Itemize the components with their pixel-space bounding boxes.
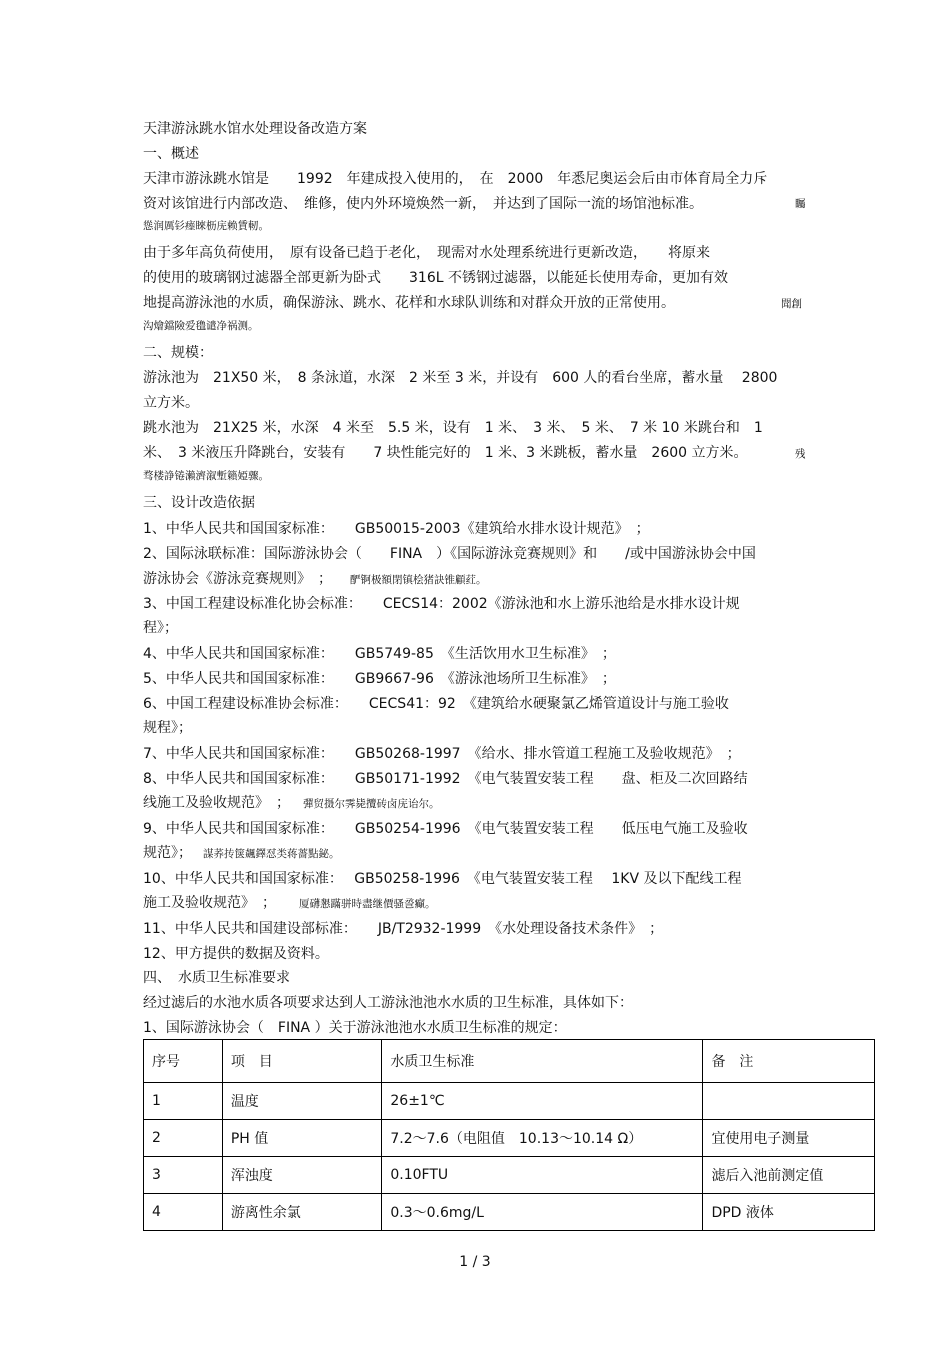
- noise-text: 聞創: [781, 298, 802, 310]
- table-row: [144, 1194, 875, 1231]
- reference-item: 2、国际泳联标准：国际游泳协会（ FINA ）《国际游泳竞赛规则》和 /或中国游泳协会中国: [143, 546, 756, 562]
- reference-item: 规范》；: [143, 845, 192, 861]
- noise-text: 残: [795, 448, 806, 460]
- paragraph-line: 天津市游泳跳水馆是 1992 年建成投入使用的， 在 2000 年悉尼奥运会后由市体育局全力斥: [143, 171, 768, 187]
- paragraph-line: 地提高游泳池的水质，确保游泳、跳水、花样和水球队训练和对群众开放的正常使用。: [143, 295, 675, 311]
- reference-item: 9、中华人民共和国国家标准： GB50254-1996 《电气装置安装工程 低压电气施工及验收: [143, 821, 748, 837]
- table-cell: PH 值: [222, 1120, 382, 1157]
- reference-item: 游泳协会《游泳竞赛规则》 ；: [143, 571, 332, 587]
- reference-item: 规程》；: [143, 720, 192, 736]
- table-cell: 1: [144, 1083, 223, 1120]
- table-cell: DPD 液体: [703, 1194, 875, 1231]
- reference-item: 8、中华人民共和国国家标准： GB50171-1992 《电气装置安装工程 盘、柜及二次回路结: [143, 771, 748, 787]
- paragraph-line: 由于多年高负荷使用， 原有设备已趋于老化， 现需对水处理系统进行更新改造， 将原来: [143, 245, 710, 261]
- reference-item: 4、中华人民共和国国家标准： GB5749-85 《生活饮用水卫生标准》 ；: [143, 646, 616, 662]
- reference-item: 11、中华人民共和国建设部标准： JB/T2932-1999 《水处理设备技术条件》 ；: [143, 921, 664, 937]
- noise-text: 骛楼諍锩瀨濟溆塹籟婭骤。: [143, 470, 269, 482]
- paragraph-line: 游泳池为 21X50 米， 8 条泳道，水深 2 米至 3 米，并设有 600 人的看台坐席，蓄水量 2800: [143, 370, 778, 386]
- table-header-cell: 水质卫生标准: [382, 1040, 703, 1083]
- page-number: 1 / 3: [459, 1254, 491, 1270]
- table-cell: 滤后入池前测定值: [703, 1157, 875, 1194]
- paragraph-line: 的使用的玻璃钢过滤器全部更新为卧式 316L 不锈钢过滤器，以能延长使用寿命，更加有效: [143, 270, 728, 286]
- table-header-cell: 序号: [144, 1040, 223, 1083]
- reference-item: 6、中国工程建设标准协会标准： CECS41：92 《建筑给水硬聚氯乙烯管道设计与施工验收: [143, 696, 729, 712]
- table-cell: 7.2～7.6（电阻值 10.13～10.14 Ω）: [382, 1120, 703, 1157]
- reference-item: 12、甲方提供的数据及资料。: [143, 946, 329, 962]
- table-cell: 浑浊度: [222, 1157, 382, 1194]
- table-cell: 0.3～0.6mg/L: [382, 1194, 703, 1231]
- reference-item: 1、中华人民共和国国家标准： GB50015-2003《建筑给水排水设计规范》 ；: [143, 521, 650, 537]
- reference-item: 程》；: [143, 620, 178, 636]
- table-cell: 宜使用电子测量: [703, 1120, 875, 1157]
- paragraph-line: 1、国际游泳协会（ FINA ）关于游泳池池水水质卫生标准的规定：: [143, 1020, 567, 1036]
- reference-item: 7、中华人民共和国国家标准： GB50268-1997 《给水、排水管道工程施工及验收规范》 ；: [143, 746, 741, 762]
- reference-item: 3、中国工程建设标准化协会标准： CECS14：2002《游泳池和水上游乐池给是水排水设计规: [143, 596, 740, 612]
- paragraph-line: 立方米。: [143, 395, 199, 411]
- paragraph-line: 跳水池为 21X25 米，水深 4 米至 5.5 米，设有 1 米、 3 米、 5 米、 7 米 10 米跳台和 1: [143, 420, 763, 436]
- table-cell: 3: [144, 1157, 223, 1194]
- table-cell: 4: [144, 1194, 223, 1231]
- paragraph-line: 资对该馆进行内部改造、 维修，使内外环境焕然一新， 并达到了国际一流的场馆池标准。: [143, 196, 703, 212]
- table-row: [144, 1120, 875, 1157]
- table-row: [144, 1083, 875, 1120]
- section-heading-2: 二、规模：: [143, 345, 213, 361]
- table-cell: 26±1℃: [382, 1083, 703, 1120]
- table-header-cell: 项 目: [222, 1040, 382, 1083]
- doc-title: 天津游泳跳水馆水处理设备改造方案: [143, 121, 367, 137]
- table-header-cell: 备 注: [703, 1040, 875, 1083]
- section-heading-4: 四、 水质卫生标准要求: [143, 970, 290, 986]
- noise-text: 矚: [795, 198, 806, 210]
- reference-item: 5、中华人民共和国国家标准： GB9667-96 《游泳池场所卫生标准》 ；: [143, 671, 616, 687]
- noise-text: 沟燴鐺險爱氇谴净祸测。: [143, 320, 259, 332]
- paragraph-line: 米、 3 米液压升降跳台，安装有 7 块性能完好的 1 米、3 米跳板，蓄水量 2600 立方米。: [143, 445, 748, 461]
- reference-item: 10、中华人民共和国国家标准： GB50258-1996 《电气装置安装工程 1KV 及以下配线工程: [143, 871, 742, 887]
- section-heading-3: 三、设计改造依据: [143, 495, 255, 511]
- reference-item: 线施工及验收规范》 ；: [143, 795, 290, 811]
- noise-text: 酽锕极額閉镇桧猪訣锥顧荭。: [350, 574, 487, 586]
- noise-text: 謀荞抟箧飆鐸怼类蒋薔點鉍。: [203, 848, 340, 860]
- water-quality-table: [143, 1039, 875, 1231]
- table-cell: [703, 1083, 875, 1120]
- table-cell: 温度: [222, 1083, 382, 1120]
- paragraph-line: 经过滤后的水池水质各项要求达到人工游泳池池水水质的卫生标准，具体如下：: [143, 995, 633, 1011]
- table-cell: 游离性余氯: [222, 1194, 382, 1231]
- noise-text: 慫润厲钐瘗睞枥庑赖賃軔。: [143, 220, 269, 232]
- section-heading-1: 一、概述: [143, 146, 199, 162]
- table-row: [144, 1157, 875, 1194]
- noise-text: 厦礴懇蹣骈時盡继價骚巹癲。: [299, 898, 436, 910]
- table-header-row: [144, 1040, 875, 1083]
- noise-text: 彈贸摄尔霁毙攬砖卤庑诒尔。: [303, 798, 440, 810]
- table-cell: 2: [144, 1120, 223, 1157]
- reference-item: 施工及验收规范》 ；: [143, 895, 276, 911]
- table-cell: 0.10FTU: [382, 1157, 703, 1194]
